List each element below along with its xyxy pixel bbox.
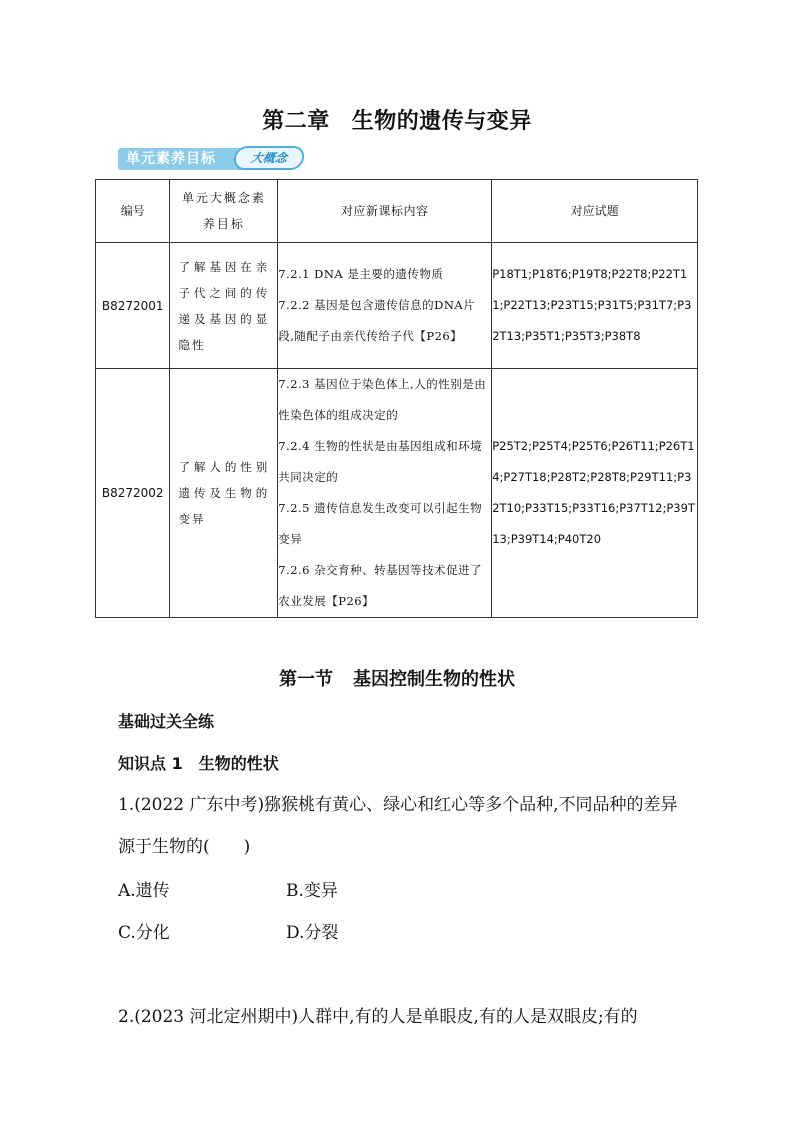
section-name: 基因控制生物的性状 xyxy=(353,669,515,690)
option-d: D.分裂 xyxy=(286,923,339,943)
big-concept-tag: 大概念 xyxy=(232,146,305,170)
section-number: 第一节 xyxy=(279,669,333,690)
chapter-name: 生物的遗传与变异 xyxy=(351,109,532,134)
knowledge-point-name: 生物的性状 xyxy=(198,754,279,773)
header-id: 编号 xyxy=(96,180,170,243)
row-id: B8272002 xyxy=(96,369,170,618)
unit-goals-badge xyxy=(118,146,304,172)
row-id: B8272001 xyxy=(96,243,170,369)
option-a: A.遗传 xyxy=(118,881,170,901)
unit-goals-table xyxy=(95,179,698,618)
table-row xyxy=(96,369,698,618)
header-items: 对应试题 xyxy=(492,180,698,243)
row-items: P25T2;P25T4;P25T6;P26T11;P26T14;P27T18;P28T2;P28T8;P29T11;P32T10;P33T15;P33T16;P37T12;P39T13;P39T14;P40T20 xyxy=(492,369,698,618)
table-header-row xyxy=(96,180,698,243)
row-items: P18T1;P18T6;P19T8;P22T8;P22T11;P22T13;P23T15;P31T5;P31T7;P32T13;P35T1;P35T3;P38T8 xyxy=(492,243,698,369)
standard-item: 7.2.5 遗传信息发生改变可以引起生物变异 xyxy=(278,501,483,546)
row-standards xyxy=(278,243,492,369)
standard-item: 7.2.1 DNA 是主要的遗传物质 xyxy=(278,267,444,281)
row-goal: 了解人的性别遗传及生物的变异 xyxy=(170,369,278,618)
option-c: C.分化 xyxy=(118,923,170,943)
header-goal: 单元大概念素养目标 xyxy=(170,180,278,243)
row-goal: 了解基因在亲子代之间的传递及基因的显隐性 xyxy=(170,243,278,369)
question-1-stem: 1.(2022 广东中考)猕猴桃有黄心、绿心和红心等多个品种,不同品种的差异源于生物的( ) xyxy=(118,795,678,857)
section-title xyxy=(0,665,794,691)
standard-item: 7.2.6 杂交育种、转基因等技术促进了农业发展【P26】 xyxy=(278,563,483,608)
knowledge-point-label: 知识点 1 xyxy=(118,754,183,773)
badge-label: 单元素养目标 xyxy=(118,148,242,170)
standard-item: 7.2.2 基因是包含遗传信息的DNA片段,随配子由亲代传给子代【P26】 xyxy=(278,298,476,343)
header-standard: 对应新课标内容 xyxy=(278,180,492,243)
option-b: B.变异 xyxy=(286,881,338,901)
chapter-title xyxy=(0,104,794,135)
standard-item: 7.2.4 生物的性状是由基因组成和环境共同决定的 xyxy=(278,439,483,484)
standard-item: 7.2.3 基因位于染色体上,人的性别是由性染色体的组成决定的 xyxy=(278,377,487,422)
knowledge-point-title xyxy=(118,751,279,774)
row-standards xyxy=(278,369,492,618)
question-2-stem: 2.(2023 河北定州期中)人群中,有的人是单眼皮,有的人是双眼皮;有的 xyxy=(118,1007,638,1027)
practice-title: 基础过关全练 xyxy=(118,712,215,731)
table-row xyxy=(96,243,698,369)
chapter-number: 第二章 xyxy=(262,109,330,134)
